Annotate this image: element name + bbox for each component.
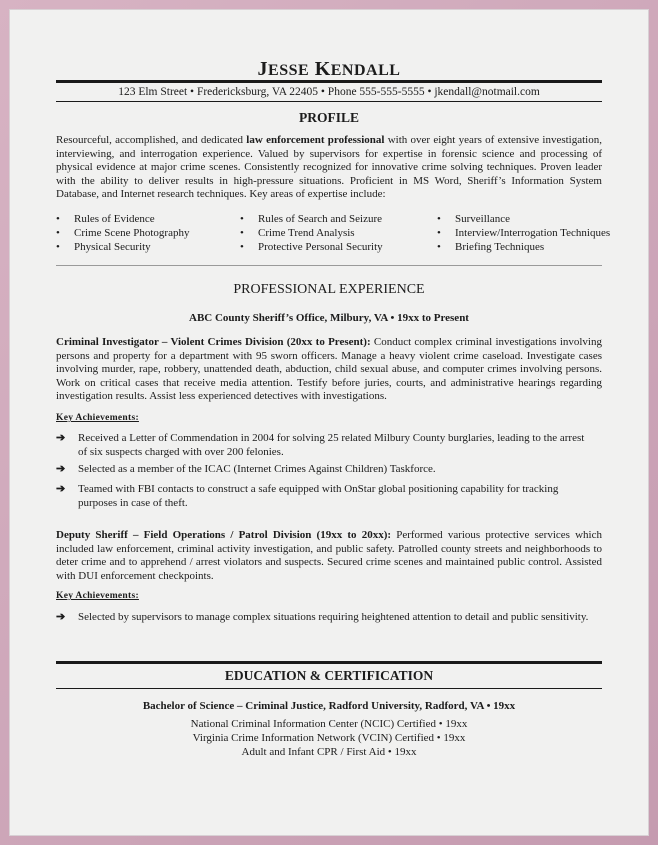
skills-column-3 (437, 212, 610, 254)
profile-heading: PROFILE (298, 110, 359, 125)
achievement-text: Selected by supervisors to manage complex situations requiring heightened attention to detail and public sensitivity. (78, 611, 589, 623)
arrow-right-icon: ➔ (56, 432, 66, 444)
certification-item: National Criminal Information Center (NCIC) Certified • 19xx (190, 718, 468, 730)
skill-item: • Crime Scene Photography (56, 226, 189, 240)
skill-item: • Rules of Evidence (56, 212, 189, 226)
name-first-rest: ESSE (268, 62, 310, 79)
profile-summary-highlight: law enforcement professional (246, 134, 385, 146)
profile-summary-lead: Resourceful, accomplished, and dedicated (56, 134, 247, 146)
achievement-item (56, 483, 596, 511)
certification-item: Virginia Crime Information Network (VCIN) Certified • 19xx (192, 732, 466, 744)
achievement-text: Teamed with FBI contacts to construct a safe equipped with OnStar global positioning capability for tracking purposes in case of theft. (78, 483, 559, 509)
arrow-right-icon: ➔ (56, 483, 66, 495)
profile-summary (56, 134, 602, 202)
job1-text: Conduct complex criminal investigations involving persons and property for a department with 95 sworn officers. Manage a heavy violent crime caseload. Investigate cases involving murder, rape, robbery, unattended death, abduction, child sexual abuse, and computer crimes involving persons. Work on critical cases that receive media attention. Testify before juries, courts, and administrative hearings regarding investigation results. Assist less experienced detectives with investigations. (56, 336, 602, 402)
name-last-initial: K (314, 58, 331, 80)
candidate-name (0, 58, 658, 81)
degree-line: Bachelor of Science – Criminal Justice, Radford University, Radford, VA • 19xx (142, 700, 516, 712)
name-last-rest: ENDALL (330, 62, 401, 79)
arrow-right-icon: ➔ (56, 463, 66, 475)
profile-summary-rest: with over eight years of extensive investigation, interviewing, and interrogation experience. Valued by supervisors for expertise in forensic science and processing of physical evidence at major crime scenes. Consistently recognized for innovative crime solving techniques. Proven leader with the ability to deliver results in high-pressure situations. Proficient in MS Word, Sheriff’s Information System Database, and Internet research techniques. Key areas of expertise include: (56, 134, 602, 200)
skill-item: • Physical Security (56, 240, 189, 254)
job1-key-achievements-label: Key Achievements: (56, 413, 139, 423)
arrow-right-icon: ➔ (56, 611, 66, 623)
skill-item: • Rules of Search and Seizure (240, 212, 383, 226)
employer-line: ABC County Sheriff’s Office, Milbury, VA • 19xx to Present (189, 312, 469, 324)
achievement-item (56, 463, 596, 478)
achievement-text: Received a Letter of Commendation in 2004 for solving 25 related Milbury County burglaries, leading to the arrest of six suspects charged with over 200 felonies. (78, 432, 585, 458)
skill-item: • Protective Personal Security (240, 240, 383, 254)
skill-item: • Surveillance (437, 212, 610, 226)
achievement-item (56, 432, 596, 460)
education-rule-top (56, 661, 602, 664)
achievement-item (56, 611, 596, 639)
job2-text: Performed various protective services which included law enforcement, criminal activity investigation, and public safety. Patrolled county streets and neighborhoods to deter crime and to apprehend / arrest violators and suspects. Secured crime scenes and maintained public control. Assisted with DUI enforcement checkpoints. (56, 529, 602, 582)
experience-heading: PROFESSIONAL EXPERIENCE (233, 282, 425, 297)
education-rule-bottom (56, 688, 602, 689)
header-rule-bottom (56, 101, 602, 102)
job2-description (56, 529, 602, 583)
job1-description (56, 336, 602, 404)
skill-item: • Interview/Interrogation Techniques (437, 226, 610, 240)
education-heading: EDUCATION & CERTIFICATION (224, 668, 434, 683)
job2-title: Deputy Sheriff – Field Operations / Patrol Division (19xx to 20xx): (56, 529, 392, 541)
name-first-initial: J (257, 58, 269, 80)
job2-key-achievements-label: Key Achievements: (56, 591, 139, 601)
achievement-text: Selected as a member of the ICAC (Internet Crimes Against Children) Taskforce. (78, 463, 436, 475)
contact-line: 123 Elm Street • Fredericksburg, VA 22405 • Phone 555-555-5555 • jkendall@notmail.com (118, 86, 540, 98)
skills-column-2 (240, 212, 383, 254)
skills-column-1 (56, 212, 189, 254)
skill-item: • Crime Trend Analysis (240, 226, 383, 240)
header-rule-top (56, 80, 602, 83)
job1-title: Criminal Investigator – Violent Crimes Division (20xx to Present): (56, 336, 371, 348)
certification-item: Adult and Infant CPR / First Aid • 19xx (241, 746, 417, 758)
profile-divider (56, 265, 602, 266)
skill-item: • Briefing Techniques (437, 240, 610, 254)
